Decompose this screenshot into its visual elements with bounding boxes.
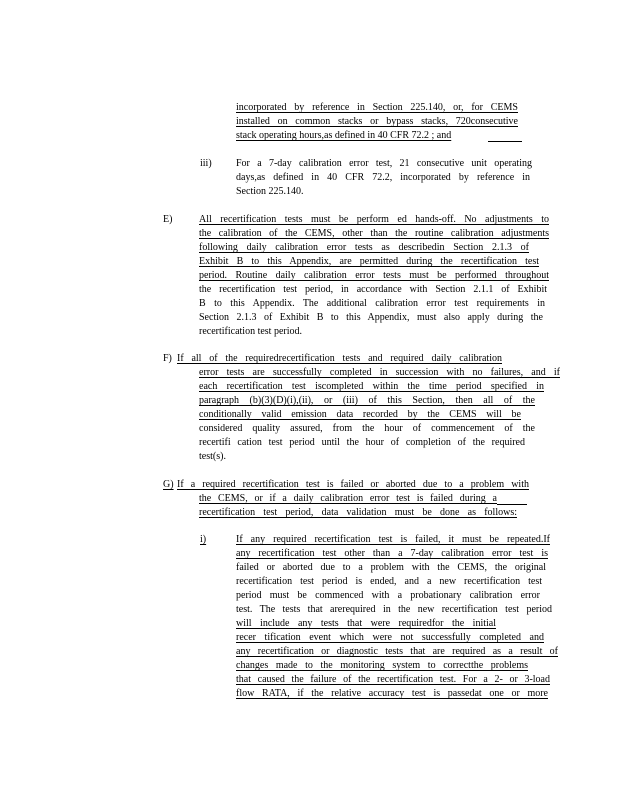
text-line: that caused the failure of the recertification test. For a 2- or 3-load xyxy=(236,674,550,685)
text-line: failed or aborted due to a problem with the CEMS, the original xyxy=(236,562,546,573)
text-line: B to this Appendix. The additional calibration error test requirements in xyxy=(199,298,545,309)
text-line: period must be commenced with a probationary calibration error xyxy=(236,590,540,601)
text-line: incorporated by reference in Section 225.140, or, for CEMS xyxy=(236,102,518,113)
text-line: recer tification event which were not successfully completed and xyxy=(236,632,544,643)
text-line: each recertification test iscompleted within the time period specified in xyxy=(199,381,544,392)
item-label: iii) xyxy=(200,158,212,169)
text-line: test(s). xyxy=(199,451,226,462)
text-line: recertification test period, data validation must be done as follows: xyxy=(199,507,517,518)
text-line: considered quality assured, from the hour of commencement of the xyxy=(199,423,535,434)
text-line: recertification test period is ended, and a new recertification test xyxy=(236,576,542,587)
text-line: period. Routine daily calibration error tests must be performed throughout xyxy=(199,270,549,281)
underline-bar xyxy=(497,504,527,505)
text-line: If any required recertification test is failed, it must be repeated.If xyxy=(236,534,550,545)
item-label: E) xyxy=(163,214,173,225)
text-line: error tests are successfully completed in succession with no failures, and if xyxy=(199,367,560,378)
underline-bar xyxy=(488,141,522,142)
text-line: For a 7-day calibration error test, 21 consecutive unit operating xyxy=(236,158,532,169)
item-label: G) xyxy=(163,479,174,490)
text-line: the CEMS, or if a daily calibration error test is failed during a xyxy=(199,493,497,504)
text-line: If all of the requiredrecertification tests and required daily calibration xyxy=(177,353,502,364)
text-line: days,as defined in 40 CFR 72.2, incorporated by reference in xyxy=(236,172,530,183)
text-line: the recertification test period, in accordance with Section 2.1.1 of Exhibit xyxy=(199,284,547,295)
text-line: paragraph (b)(3)(D)(i),(ii), or (iii) of this Section, then all of the xyxy=(199,395,535,406)
text-line: If a required recertification test is failed or aborted due to a problem with xyxy=(177,479,529,490)
text-line: recertifi cation test period until the hour of completion of the required xyxy=(199,437,525,448)
text-line: All recertification tests must be perform ed hands-off. No adjustments to xyxy=(199,214,549,225)
text-line: conditionally valid emission data recorded by the CEMS will be xyxy=(199,409,521,420)
text-line: Section 2.1.3 of Exhibit B to this Appendix, must also apply during the xyxy=(199,312,543,323)
text-line: stack operating hours,as defined in 40 CFR 72.2 ; and xyxy=(236,130,452,141)
text-line: any recertification test other than a 7-day calibration error test is xyxy=(236,548,548,559)
item-label: i) xyxy=(200,534,207,545)
text-line: recertification test period. xyxy=(199,326,303,337)
text-line: Section 225.140. xyxy=(236,186,304,197)
text-line: following daily calibration error tests as describedin Section 2.1.3 of xyxy=(199,242,529,253)
text-line: test. The tests that arerequired in the new recertification test period xyxy=(236,604,552,615)
text-line: installed on common stacks or bypass stacks, 720consecutive xyxy=(236,116,518,127)
item-label: F) xyxy=(163,353,172,364)
text-line: the calibration of the CEMS, other than the routine calibration adjustments xyxy=(199,228,549,239)
text-line: flow RATA, if the relative accuracy test is passedat one or more xyxy=(236,688,548,699)
text-line: Exhibit B to this Appendix, are permitted during the recertification test xyxy=(199,256,539,267)
text-line: changes made to the monitoring system to correctthe problems xyxy=(236,660,528,671)
text-line: will include any tests that were requiredfor the initial xyxy=(236,618,496,629)
text-line: any recertification or diagnostic tests that are required as a result of xyxy=(236,646,558,657)
